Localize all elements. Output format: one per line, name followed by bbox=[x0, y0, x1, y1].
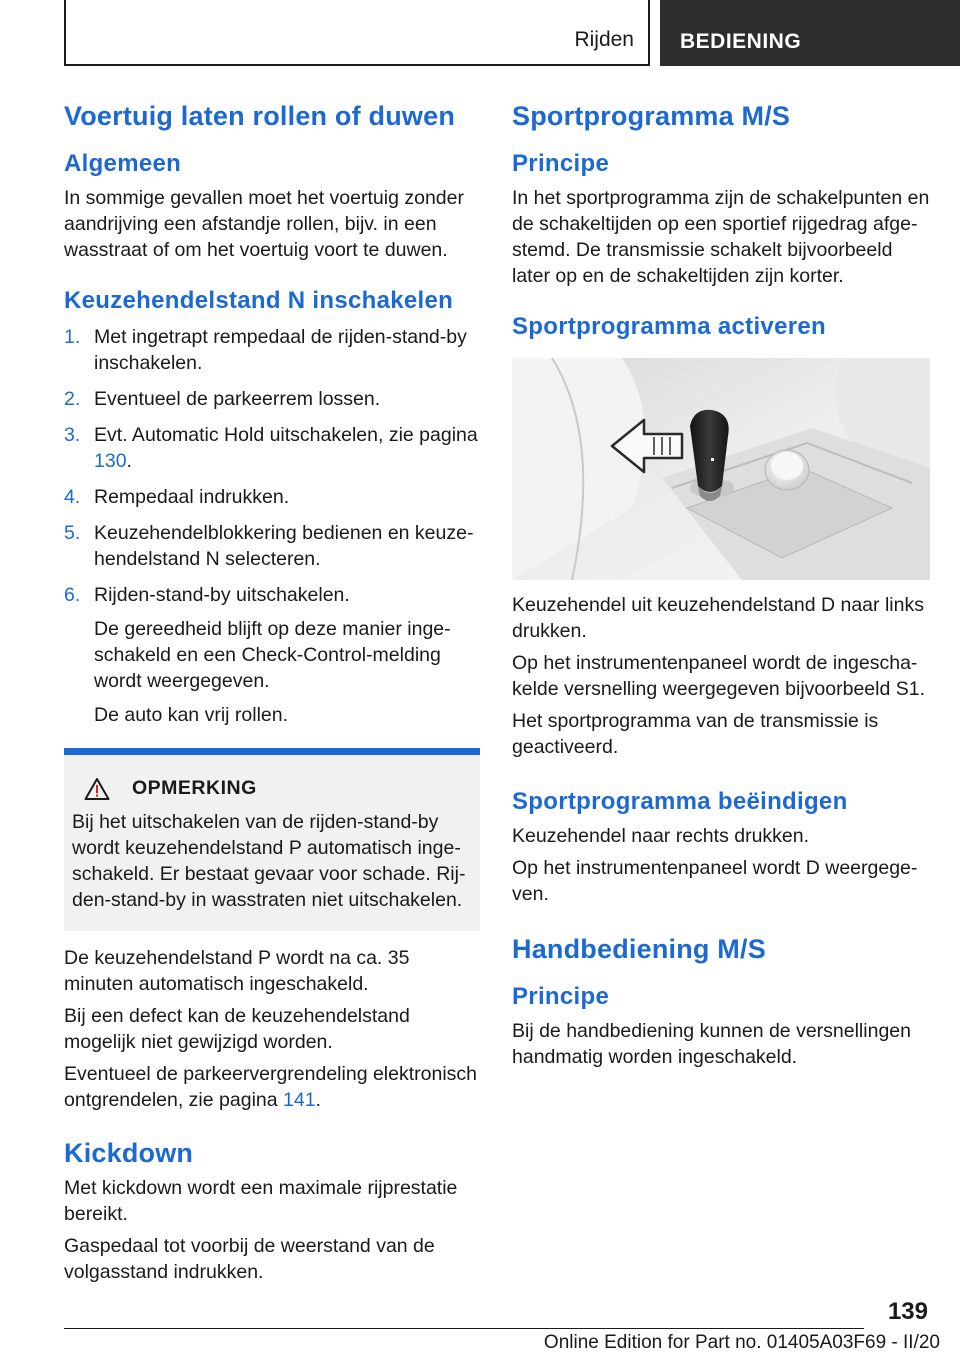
activate-step-3: Het sportprogramma van de transmissie is geactiveerd. bbox=[512, 709, 879, 758]
heading-principle: Principe bbox=[512, 150, 610, 178]
end-step-1: Keuzehendel naar rechts drukken. bbox=[512, 824, 810, 847]
heading-neutral: Keuzehendelstand N inschakelen bbox=[64, 287, 454, 315]
neutral-steps-list bbox=[64, 324, 480, 728]
right-column bbox=[512, 100, 930, 1070]
paragraph-unlock: Eventueel de parkeervergrendeling elektronisch ontgrendelen, zie pagina 141. bbox=[64, 1062, 478, 1111]
kickdown-text: Met kickdown wordt een maximale rijprestatie bereikt. bbox=[64, 1177, 458, 1226]
paragraph-defect: Bij een defect kan de keuzehendelstand mogelijk niet gewijzigd worden. bbox=[64, 1004, 410, 1053]
end-step-2: Op het instrumentenpaneel wordt D weergegeven. bbox=[512, 856, 918, 905]
header-chapter-tab bbox=[660, 0, 960, 66]
heading-general: Algemeen bbox=[64, 150, 182, 178]
section-title-rolling: Voertuig laten rollen of duwen bbox=[64, 101, 456, 131]
heading-manual-principle: Principe bbox=[512, 983, 610, 1011]
general-text: In sommige gevallen moet het voertuig zonder aandrijving een afstandje rollen, bijv. in een wasstraat of om het voertuig voort te duwen. bbox=[64, 187, 464, 262]
warning-triangle-icon bbox=[84, 777, 110, 801]
header-chapter-title: BEDIENING bbox=[680, 30, 802, 53]
step-note: De gereedheid blijft op deze manier ingeschakeld en een Check-Control-melding wordt weergegeven. bbox=[94, 617, 451, 692]
notice-text: Bij het uitschakelen van de rijden-stand-by wordt keuzehendelstand P automatisch ingeschakeld. Er bestaat gevaar voor schade. Rijden-stand-by in wasstraten niet uitschakelen. bbox=[72, 810, 466, 911]
manual-text: Bij de handbediening kunnen de versnellingen handmatig worden ingeschakeld. bbox=[512, 1019, 911, 1068]
list-item: 4. Rempedaal indrukken. bbox=[64, 485, 290, 508]
notice-box bbox=[64, 748, 480, 931]
heading-end-sport: Sportprogramma beëindigen bbox=[512, 787, 848, 815]
paragraph-auto-p: De keuzehendelstand P wordt na ca. 35 minuten automatisch ingeschakeld. bbox=[64, 946, 410, 995]
list-item: 3. Evt. Automatic Hold uitschakelen, zie pagina 130. bbox=[64, 423, 478, 472]
notice-header bbox=[84, 777, 472, 801]
page-number: 139 bbox=[887, 1298, 928, 1325]
heading-activate: Sportprogramma activeren bbox=[512, 313, 826, 341]
principle-text: In het sportprogramma zijn de schakelpunten en de schakeltijden op een sportief rijgedrag afgestemd. De transmissie schakelt bijvoorbeeld later op en de schakeltijden zijn korter. bbox=[512, 187, 930, 288]
section-title-kickdown: Kickdown bbox=[64, 1137, 194, 1168]
step-note: De auto kan vrij rollen. bbox=[94, 703, 289, 726]
activate-step-1: Keuzehendel uit keuzehendelstand D naar links drukken. bbox=[512, 593, 924, 642]
page-link-141[interactable]: 141 bbox=[283, 1088, 316, 1111]
left-column bbox=[64, 100, 480, 1285]
list-item: 5. Keuzehendelblokkering bedienen en keuzehendelstand N selecteren. bbox=[64, 521, 474, 570]
gear-selector-photo bbox=[512, 358, 930, 580]
activate-step-2: Op het instrumentenpaneel wordt de ingeschakelde versnelling weergegeven bijvoorbeeld S1. bbox=[512, 651, 926, 700]
footer-edition: Online Edition for Part no. 01405A03F69 - II/20 bbox=[543, 1332, 940, 1353]
list-item: 2. Eventueel de parkeerrem lossen. bbox=[64, 387, 381, 410]
section-title-manual: Handbediening M/S bbox=[512, 933, 766, 964]
footer-divider bbox=[64, 1328, 864, 1329]
section-title-sport: Sportprogramma M/S bbox=[512, 101, 791, 131]
list-item: 1. Met ingetrapt rempedaal de rijden-stand-by inschakelen. bbox=[64, 325, 467, 374]
page-link-130[interactable]: 130 bbox=[94, 449, 127, 472]
list-item: 6. Rijden-stand-by uitschakelen. De gereedheid blijft op deze manier ingeschakeld en een Check-Control-melding wordt weergegeven. De auto kan vrij rollen. bbox=[64, 582, 480, 728]
kickdown-instruction: Gaspedaal tot voorbij de weerstand van de volgasstand indrukken. bbox=[64, 1235, 435, 1284]
header-section-box bbox=[64, 0, 650, 66]
header-section-title: Rijden bbox=[574, 28, 634, 51]
notice-title: OPMERKING bbox=[132, 777, 257, 800]
